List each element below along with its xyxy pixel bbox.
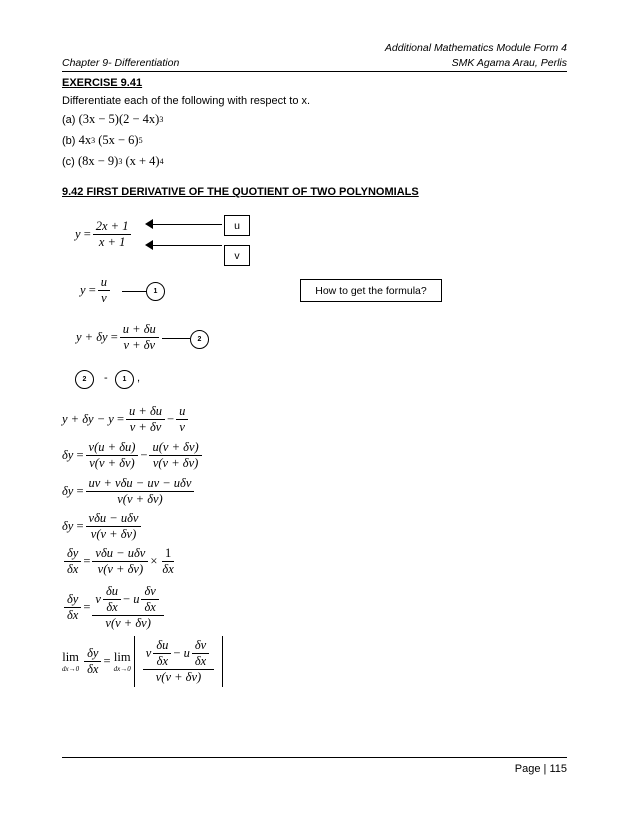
eq4-minus: − <box>167 412 175 426</box>
eq3-connector-line <box>162 338 190 339</box>
eq8-numerator-2: 1 <box>162 546 174 562</box>
eq4-denominator-2: v <box>179 420 185 434</box>
eq2-y: y <box>80 283 86 297</box>
equation-10 <box>62 636 223 687</box>
eq9-fraction <box>92 584 163 631</box>
eq10-lim-right-text: lim <box>113 650 131 664</box>
v-box: v <box>224 245 250 266</box>
arrow-v-line <box>150 245 222 246</box>
school-name: SMK Agama Arau, Perlis <box>451 57 567 69</box>
eq8-numerator: vδu − uδv <box>92 546 148 562</box>
equation-4 <box>62 404 190 435</box>
item-b-label: (b) <box>62 134 76 147</box>
item-b-power1: 3 <box>91 136 96 145</box>
eq10-equals: = <box>103 654 111 668</box>
eq10-lim-left-text: lim <box>62 650 79 664</box>
eq8-times: × <box>150 554 158 568</box>
eq1-fraction <box>93 219 132 250</box>
equation-6 <box>62 476 196 507</box>
arrow-v-head-icon <box>145 240 153 250</box>
eq9-dv: δv <box>141 584 158 600</box>
eq9-dx-2: δx <box>144 600 156 614</box>
eq10-fraction <box>143 638 214 685</box>
eq7-equals: = <box>76 519 84 533</box>
eq9-denominator: v(v + δv) <box>105 616 151 630</box>
eq5-lhs: δy <box>62 448 74 462</box>
eq2-numerator: u <box>98 275 110 291</box>
eq10-minus: − <box>173 646 181 660</box>
eq5-numerator-1: v(u + δu) <box>86 440 139 456</box>
eq1-y: y <box>75 227 81 241</box>
eq10-denominator: v(v + δv) <box>155 670 202 684</box>
eq10-lhs-fraction <box>84 646 101 677</box>
exercise-item-a <box>62 112 163 127</box>
eq6-lhs: δy <box>62 484 74 498</box>
eq4-numerator-2: u <box>176 404 188 420</box>
eq3-fraction <box>120 322 159 353</box>
eq9-numerator <box>92 584 163 616</box>
eq3-lhs: y + δy <box>76 330 108 344</box>
eq5-numerator-2: u(v + δv) <box>149 440 201 456</box>
eq9-minus: − <box>123 592 131 606</box>
eq8-lhs-fraction <box>64 546 81 577</box>
eq9-u: u <box>133 592 140 606</box>
section-title: 9.42 FIRST DERIVATIVE OF THE QUOTIENT OF TWO POLYNOMIALS <box>62 186 419 198</box>
eq10-bracket <box>134 636 223 687</box>
eq5-fraction-1 <box>86 440 139 471</box>
eq7-numerator: vδu − uδv <box>86 511 142 527</box>
eq1-equals: = <box>83 227 91 241</box>
item-a-label: (a) <box>62 113 76 126</box>
eq9-du-dx <box>103 584 121 615</box>
footer-rule <box>62 757 567 758</box>
equation-7 <box>62 511 143 542</box>
eq8-equals: = <box>83 554 91 568</box>
step-circle-1: 1 <box>115 370 134 389</box>
item-c-label: (c) <box>62 155 75 168</box>
eq5-denominator-1: v(v + δv) <box>89 456 135 470</box>
equation-5 <box>62 440 204 471</box>
eq2-denominator: v <box>101 291 107 305</box>
eq4-fraction-1 <box>126 404 165 435</box>
step-minus: - <box>104 372 108 384</box>
eq6-numerator: uv + vδu − uv − uδv <box>86 476 195 492</box>
page-number: Page | 115 <box>514 763 567 775</box>
circle-label-1: 1 <box>146 282 165 301</box>
exercise-title: EXERCISE 9.41 <box>62 77 143 89</box>
eq4-numerator-1: u + δu <box>126 404 165 420</box>
eq8-denominator-2: δx <box>162 562 174 576</box>
u-box: u <box>224 215 250 236</box>
eq10-u: u <box>183 646 190 660</box>
eq10-lim-right <box>114 650 131 673</box>
eq9-du: δu <box>103 584 121 600</box>
item-b-power2: 5 <box>138 136 143 145</box>
item-b-expr2: (5x − 6) <box>98 133 139 147</box>
eq4-denominator-1: v + δv <box>129 420 162 434</box>
eq3-numerator: u + δu <box>120 322 159 338</box>
arrow-u-line <box>150 224 222 225</box>
eq2-equals: = <box>88 283 96 297</box>
chapter-title: Chapter 9- Differentiation <box>62 57 180 69</box>
eq9-equals: = <box>83 600 91 614</box>
circle-label-2: 2 <box>190 330 209 349</box>
eq10-du: δu <box>153 638 171 654</box>
exercise-item-c <box>62 154 164 169</box>
eq2-fraction <box>98 275 110 306</box>
item-c-expr1: (8x − 9) <box>77 154 119 168</box>
eq5-fraction-2 <box>149 440 201 471</box>
equation-9 <box>62 584 166 631</box>
eq9-v: v <box>95 592 101 606</box>
equation-3 <box>76 322 161 353</box>
eq10-du-dx <box>153 638 171 669</box>
equation-1 <box>75 219 133 250</box>
question-box: How to get the formula? <box>300 279 442 302</box>
eq4-equals: = <box>116 412 125 426</box>
eq4-fraction-2 <box>176 404 188 435</box>
eq8-fraction <box>92 546 148 577</box>
exercise-item-b <box>62 133 143 148</box>
eq8-lhs-numerator: δy <box>64 546 81 562</box>
eq3-denominator: v + δv <box>123 338 156 352</box>
eq5-denominator-2: v(v + δv) <box>152 456 199 470</box>
module-title: Additional Mathematics Module Form 4 <box>384 42 567 54</box>
eq7-denominator: v(v + δv) <box>90 527 137 541</box>
eq10-dx-1: δx <box>156 654 169 668</box>
eq9-dv-dx <box>141 584 158 615</box>
eq4-lhs: y + δy − y <box>62 412 114 426</box>
item-c-power1: 3 <box>118 157 123 166</box>
eq2-connector-line <box>122 291 147 292</box>
step-circle-2: 2 <box>75 370 94 389</box>
eq10-dv-dx <box>192 638 209 669</box>
eq10-lhs-denominator: δx <box>87 662 99 676</box>
eq8-fraction-2 <box>159 546 176 577</box>
header-rule <box>62 71 567 72</box>
eq10-v: v <box>145 646 152 660</box>
item-b-expr1: 4x <box>78 133 92 147</box>
eq9-lhs-fraction <box>64 592 81 623</box>
eq10-dv: δv <box>192 638 209 654</box>
equation-2 <box>80 275 112 306</box>
eq9-dx-1: δx <box>106 600 118 614</box>
arrow-u-head-icon <box>145 219 153 229</box>
eq10-dx-2: δx <box>194 654 207 668</box>
eq5-minus: − <box>140 448 148 462</box>
eq8-lhs-denominator: δx <box>67 562 79 576</box>
eq10-lim-left <box>62 650 79 673</box>
eq8-denominator: v(v + δv) <box>97 562 144 576</box>
eq9-lhs-numerator: δy <box>64 592 81 608</box>
eq10-lhs-numerator: δy <box>84 646 101 662</box>
exercise-instruction: Differentiate each of the following with respect to x. <box>62 95 311 107</box>
eq3-equals: = <box>110 330 118 344</box>
eq6-denominator: v(v + δv) <box>117 492 163 506</box>
eq6-equals: = <box>76 484 84 498</box>
item-a-power: 3 <box>159 115 164 124</box>
step-comma: , <box>137 372 141 384</box>
eq1-denominator: x + 1 <box>98 235 126 249</box>
eq6-fraction <box>86 476 195 507</box>
eq10-lim-left-sub: dx→0 <box>62 665 80 673</box>
item-a-expr: (3x − 5)(2 − 4x) <box>78 112 160 126</box>
item-c-power2: 4 <box>159 157 164 166</box>
eq7-fraction <box>86 511 142 542</box>
item-c-expr2: (x + 4) <box>125 154 160 168</box>
eq10-numerator <box>143 638 214 670</box>
eq5-equals: = <box>76 448 84 462</box>
eq9-lhs-denominator: δx <box>67 608 79 622</box>
equation-8 <box>62 546 179 577</box>
eq10-lim-right-sub: dx→0 <box>113 665 131 673</box>
eq7-lhs: δy <box>62 519 74 533</box>
eq1-numerator: 2x + 1 <box>93 219 132 235</box>
